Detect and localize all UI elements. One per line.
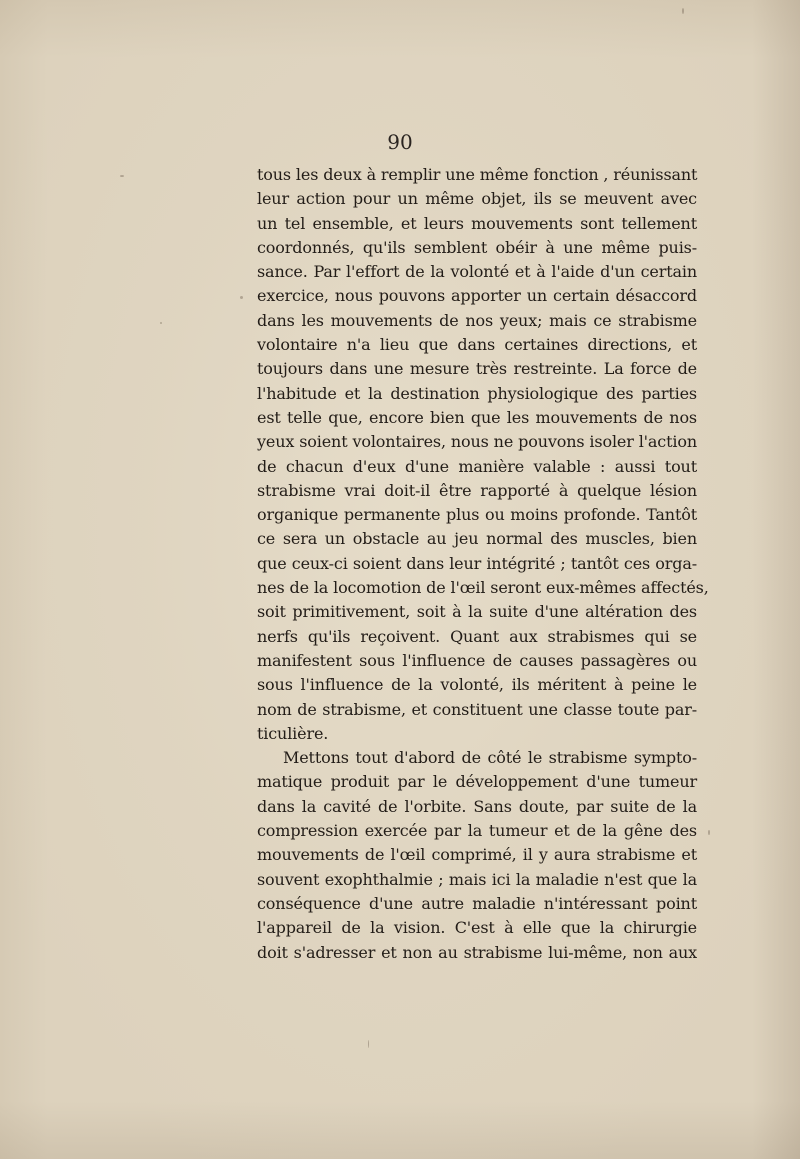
paper-speck: [682, 8, 684, 14]
text-line: leur action pour un même objet, ils se meuvent avec: [257, 189, 697, 209]
text-line: l'habitude et la destination physiologique des parties: [257, 383, 697, 403]
text-line: organique permanente plus ou moins profonde. Tantôt: [257, 505, 697, 525]
text-line: matique produit par le développement d'une tumeur: [257, 772, 697, 792]
text-line: un tel ensemble, et leurs mouvements sont tellement: [257, 213, 697, 233]
text-line: l'appareil de la vision. C'est à elle que la chirurgie: [257, 918, 697, 938]
text-line: ticulière.: [257, 723, 329, 743]
text-line: que ceux-ci soient dans leur intégrité ; tantôt ces orga-: [257, 553, 697, 573]
text-line: sance. Par l'effort de la volonté et à l'aide d'un certain: [257, 262, 697, 282]
text-line: dans la cavité de l'orbite. Sans doute, par suite de la: [257, 796, 697, 816]
text-line: manifestent sous l'influence de causes passagères ou: [257, 650, 697, 670]
text-line: yeux soient volontaires, nous ne pouvons isoler l'action: [257, 432, 697, 452]
text-line: sous l'influence de la volonté, ils méritent à peine le: [257, 675, 697, 695]
paper-speck: [160, 322, 162, 324]
text-line: compression exercée par la tumeur et de la gêne des: [257, 821, 697, 841]
paper-speck: [708, 830, 710, 835]
text-line: strabisme vrai doit-il être rapporté à quelque lésion: [257, 480, 697, 500]
text-line: est telle que, encore bien que les mouvements de nos: [257, 407, 697, 427]
paper-speck: [368, 1040, 369, 1048]
text-line: nerfs qu'ils reçoivent. Quant aux strabismes qui se: [257, 626, 697, 646]
paper-speck: [240, 296, 243, 299]
paper-speck: [120, 175, 124, 177]
text-line: de chacun d'eux d'une manière valable : aussi tout: [257, 456, 697, 476]
text-line: Mettons tout d'abord de côté le strabisme sympto-: [283, 748, 697, 768]
text-line: coordonnés, qu'ils semblent obéir à une même puis-: [257, 237, 697, 257]
text-line: conséquence d'une autre maladie n'intéressant point: [257, 893, 697, 913]
page-number: 90: [387, 130, 413, 154]
text-line: doit s'adresser et non au strabisme lui-même, non aux: [257, 942, 697, 962]
text-line: nes de la locomotion de l'œil seront eux-mêmes affectés,: [257, 578, 709, 598]
text-line: tous les deux à remplir une même fonction , réunissant: [257, 165, 698, 184]
text-line: toujours dans une mesure très restreinte. La force de: [257, 359, 697, 379]
text-line: ce sera un obstacle au jeu normal des muscles, bien: [257, 529, 697, 549]
text-line: mouvements de l'œil comprimé, il y aura strabisme et: [257, 845, 697, 865]
text-line: volontaire n'a lieu que dans certaines directions, et: [257, 335, 697, 355]
body-text: [257, 163, 709, 965]
text-line: soit primitivement, soit à la suite d'une altération des: [257, 602, 697, 622]
text-line: nom de strabisme, et constituent une classe toute par-: [257, 699, 697, 719]
text-line: dans les mouvements de nos yeux; mais ce strabisme: [257, 310, 697, 330]
text-line: exercice, nous pouvons apporter un certain désaccord: [257, 286, 697, 306]
text-line: souvent exophthalmie ; mais ici la maladie n'est que la: [257, 869, 697, 889]
